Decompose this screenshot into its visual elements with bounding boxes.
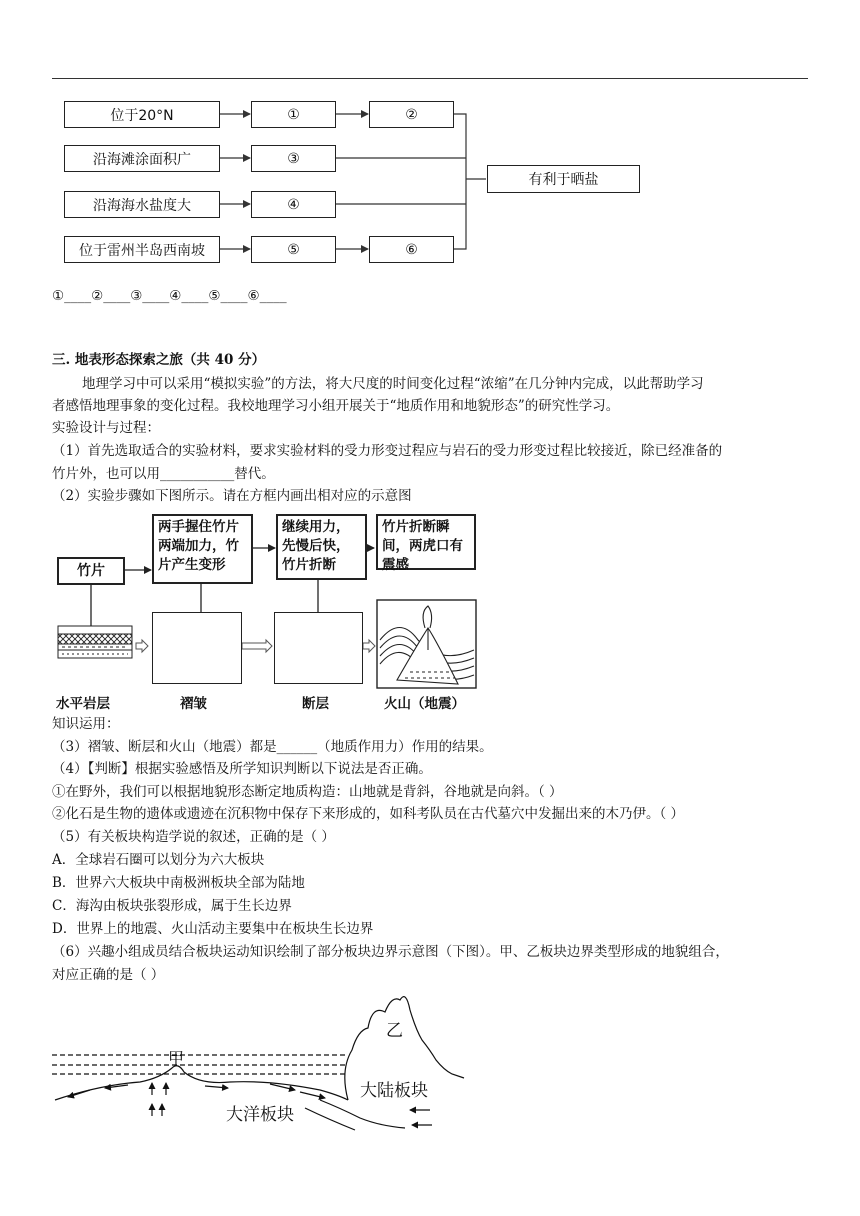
knowledge-label: 知识运用： [52, 716, 120, 732]
section-heading: 三. 地表形态探索之旅（共 40 分） [52, 352, 266, 368]
flow-right-1-text: ② [405, 106, 418, 123]
question-4-2: ②化石是生物的遗体或遗迹在沉积物中保存下来形成的，如科考队员在古代墓穴中发掘出来的木乃伊。（ ） [52, 806, 685, 822]
flow-mid-3-text: ④ [287, 196, 300, 213]
flow-left-1-text: 位于20°N [110, 107, 174, 124]
label-oceanic-plate: 大洋板块 [226, 1105, 294, 1125]
option-a: A．全球岩石圈可以划分为六大板块 [52, 852, 265, 868]
flow-result-text: 有利于晒盐 [528, 172, 599, 188]
label-continental-plate: 大陆板块 [360, 1081, 428, 1101]
intro-line-1: 地理学习中可以采用“模拟实验”的方法，将大尺度的时间变化过程“浓缩”在几分钟内完成，以此帮助学习 [82, 376, 704, 392]
flow-mid-2-text: ③ [287, 150, 300, 167]
step-3-text: 竹片折断瞬间，两虎口有震感 [382, 519, 463, 573]
option-b: B．世界六大板块中南极洲板块全部为陆地 [52, 875, 305, 891]
option-c: C．海沟由板块张裂形成，属于生长边界 [52, 898, 292, 914]
design-label: 实验设计与过程： [52, 420, 160, 436]
flow-left-4-text: 位于雷州半岛西南坡 [79, 242, 205, 259]
step-2-text: 继续用力，先慢后快，竹片折断 [282, 519, 350, 573]
bamboo-text: 竹片 [77, 562, 105, 579]
caption-fold: 褶皱 [180, 696, 207, 712]
caption-fault: 断层 [302, 696, 329, 712]
caption-volcano: 火山（地震） [384, 696, 465, 712]
question-5: （5）有关板块构造学说的叙述，正确的是（ ） [52, 829, 335, 845]
option-d: D．世界上的地震、火山活动主要集中在板块生长边界 [52, 921, 374, 937]
flow-mid-1-text: ① [287, 106, 300, 123]
step-1-text: 两手握住竹片两端加力，竹片产生变形 [158, 519, 239, 573]
question-6-a: （6）兴趣小组成员结合板块运动知识绘制了部分板块边界示意图（下图）。甲、乙板块边界类型形成的地貌组合， [52, 944, 729, 960]
question-1-a: （1）首先选取适合的实验材料，要求实验材料的受力形变过程应与岩石的受力形变过程比较接近，除已经准备的 [52, 443, 723, 459]
label-yi: 乙 [386, 1021, 403, 1041]
flow-mid-4-text: ⑤ [287, 241, 300, 258]
caption-horizontal-strata: 水平岩层 [56, 696, 110, 712]
label-jia: 甲 [168, 1049, 185, 1068]
intro-line-2: 者感悟地理事象的变化过程。我校地理学习小组开展关于“地质作用和地貌形态”的研究性学习。 [52, 398, 620, 414]
flow-left-3-text: 沿海海水盐度大 [93, 197, 191, 214]
flow-left-2-text: 沿海滩涂面积广 [93, 151, 191, 168]
answer-blanks: ①____②____③____④____⑤____⑥____ [52, 288, 287, 304]
question-6-b: 对应正确的是（ ） [52, 967, 165, 983]
question-2: （2）实验步骤如下图所示。请在方框内画出相对应的示意图 [52, 488, 412, 504]
question-3: （3）褶皱、断层和火山（地震）都是______（地质作用力）作用的结果。 [52, 739, 493, 755]
question-1-b: 竹片外，也可以用___________替代。 [52, 466, 275, 482]
question-4: （4）【判断】根据实验感悟及所学知识判断以下说法是否正确。 [52, 761, 432, 777]
question-4-1: ①在野外，我们可以根据地貌形态断定地质构造：山地就是背斜，谷地就是向斜。（ ） [52, 784, 563, 800]
flow-right-2-text: ⑥ [405, 241, 418, 258]
